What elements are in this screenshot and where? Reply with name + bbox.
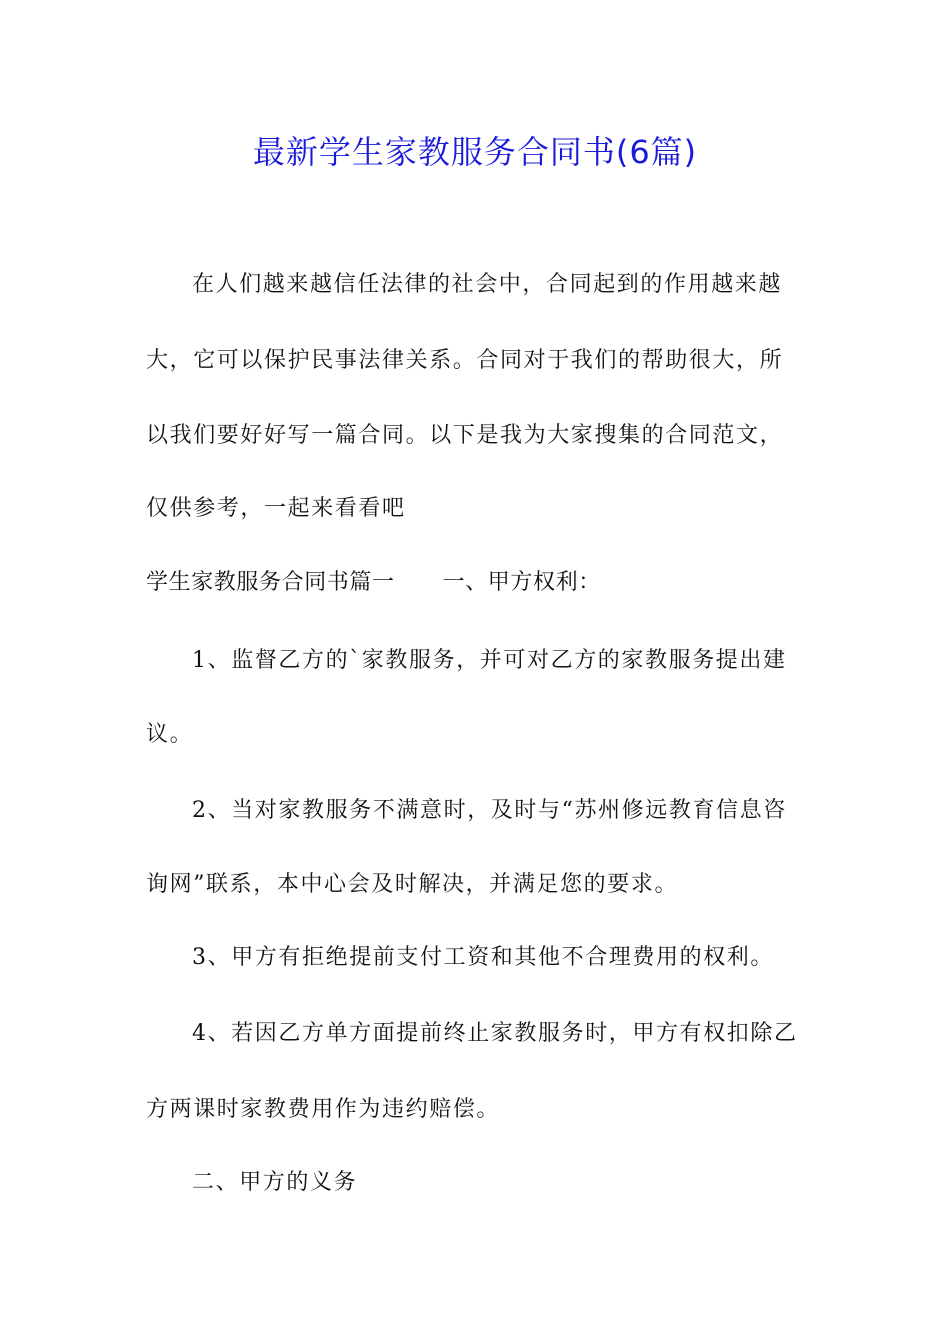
section-label: 学生家教服务合同书篇一 <box>146 570 395 595</box>
item-3-line-1: 3、甲方有拒绝提前支付工资和其他不合理费用的权利。 <box>192 945 774 970</box>
intro-line-2: 大，它可以保护民事法律关系。合同对于我们的帮助很大，所 <box>146 348 784 373</box>
intro-line-1: 在人们越来越信任法律的社会中，合同起到的作用越来越 <box>192 272 783 297</box>
intro-line-3: 以我们要好好写一篇合同。以下是我为大家搜集的合同范文， <box>146 423 784 448</box>
document-title: 最新学生家教服务合同书(6篇) <box>252 133 698 171</box>
item-1-line-1: 1、监督乙方的`家教服务，并可对乙方的家教服务提出建 <box>192 648 787 673</box>
item-4-line-1: 4、若因乙方单方面提前终止家教服务时，甲方有权扣除乙 <box>192 1021 798 1046</box>
item-2-line-1: 2、当对家教服务不满意时，及时与“苏州修远教育信息咨 <box>192 798 787 823</box>
section-header-line <box>146 568 816 598</box>
item-4-line-2: 方两课时家教费用作为违约赔偿。 <box>146 1097 501 1122</box>
item-1-line-2: 议。 <box>146 722 194 747</box>
section-heading: 一、甲方权利： <box>442 570 601 595</box>
intro-line-4: 仅供参考，一起来看看吧 <box>146 496 406 521</box>
item-2-line-2: 询网”联系，本中心会及时解决，并满足您的要求。 <box>146 872 679 897</box>
subheading: 二、甲方的义务 <box>192 1170 358 1195</box>
